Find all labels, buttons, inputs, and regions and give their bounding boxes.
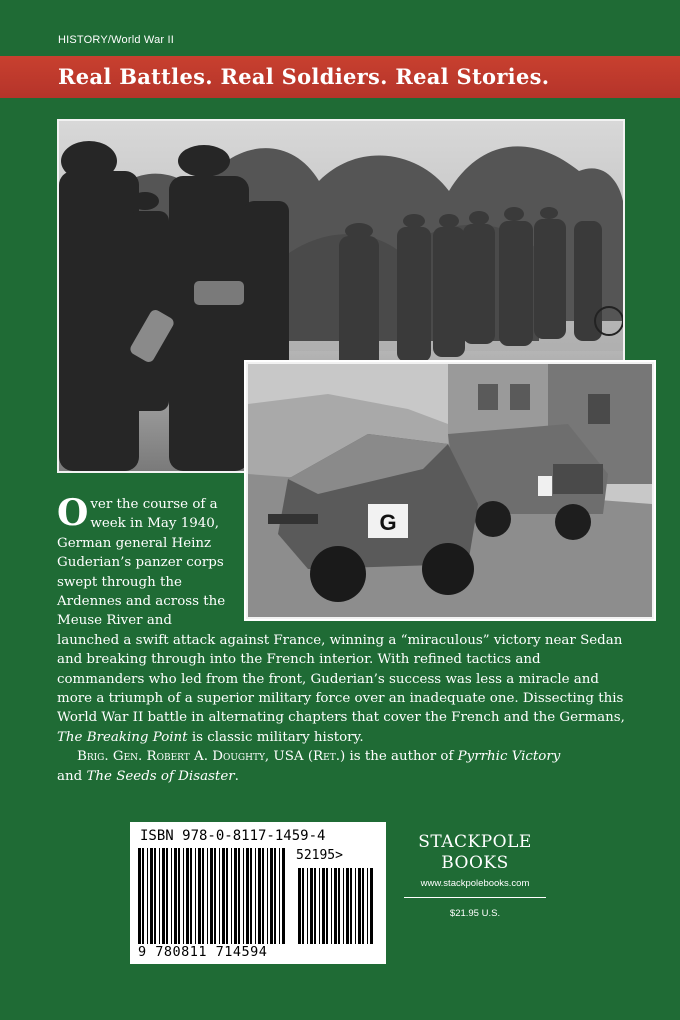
blurb-body	[57, 631, 627, 747]
publisher-name-line2: BOOKS	[441, 853, 509, 873]
publisher-name-line1: STACKPOLE	[418, 832, 532, 852]
vehicle-marking: G	[379, 510, 397, 535]
other-book-1: Pyrrhic Victory	[457, 749, 561, 765]
description-blurb	[57, 492, 627, 786]
author-bio	[57, 747, 627, 786]
isbn-barcode	[130, 822, 386, 964]
barcode-addon-bars	[298, 868, 376, 944]
publisher-block	[400, 832, 550, 919]
tagline-banner	[0, 56, 680, 98]
blurb-intro-text: ver the course of a week in May 1940, German general Heinz Guderian’s panzer corps swept through the Ardennes and across the Meuse River and	[57, 497, 226, 629]
author-bio-period: .	[234, 768, 239, 784]
blurb-body-end: is classic military history.	[191, 729, 364, 745]
book-title: The Breaking Point	[57, 729, 188, 745]
blurb-body-text: launched a swift attack against France, winning a “miraculous” victory near Sedan and breaking through into the French interior. With refined tactics and commanders who led from the front, Guderian’s success was less a miracle and more a triumph of a superior military force over an inadequate one. Dissecting this World War II battle in alternating chapters that cover the French and the Germans,	[57, 632, 625, 726]
tagline-text: Real Battles. Real Soldiers. Real Stories.	[58, 64, 550, 89]
barcode-bars	[138, 848, 288, 944]
author-name: Brig. Gen. Robert A. Doughty, USA (Ret.)	[77, 749, 346, 765]
author-bio-and: and	[57, 768, 83, 784]
isbn-label: ISBN 978-0-8117-1459-4	[140, 828, 326, 844]
category-label: HISTORY/World War II	[58, 34, 175, 46]
publisher-divider	[404, 897, 546, 898]
author-bio-mid: is the author of	[349, 749, 454, 765]
price-label: $21.95 U.S.	[449, 908, 501, 919]
price-code: 52195>	[296, 848, 343, 863]
barcode-digits: 9 780811 714594	[138, 944, 268, 960]
blurb-intro	[57, 492, 237, 631]
other-book-2: The Seeds of Disaster	[86, 768, 235, 784]
drop-cap: O	[57, 492, 89, 534]
publisher-url: www.stackpolebooks.com	[420, 878, 530, 889]
